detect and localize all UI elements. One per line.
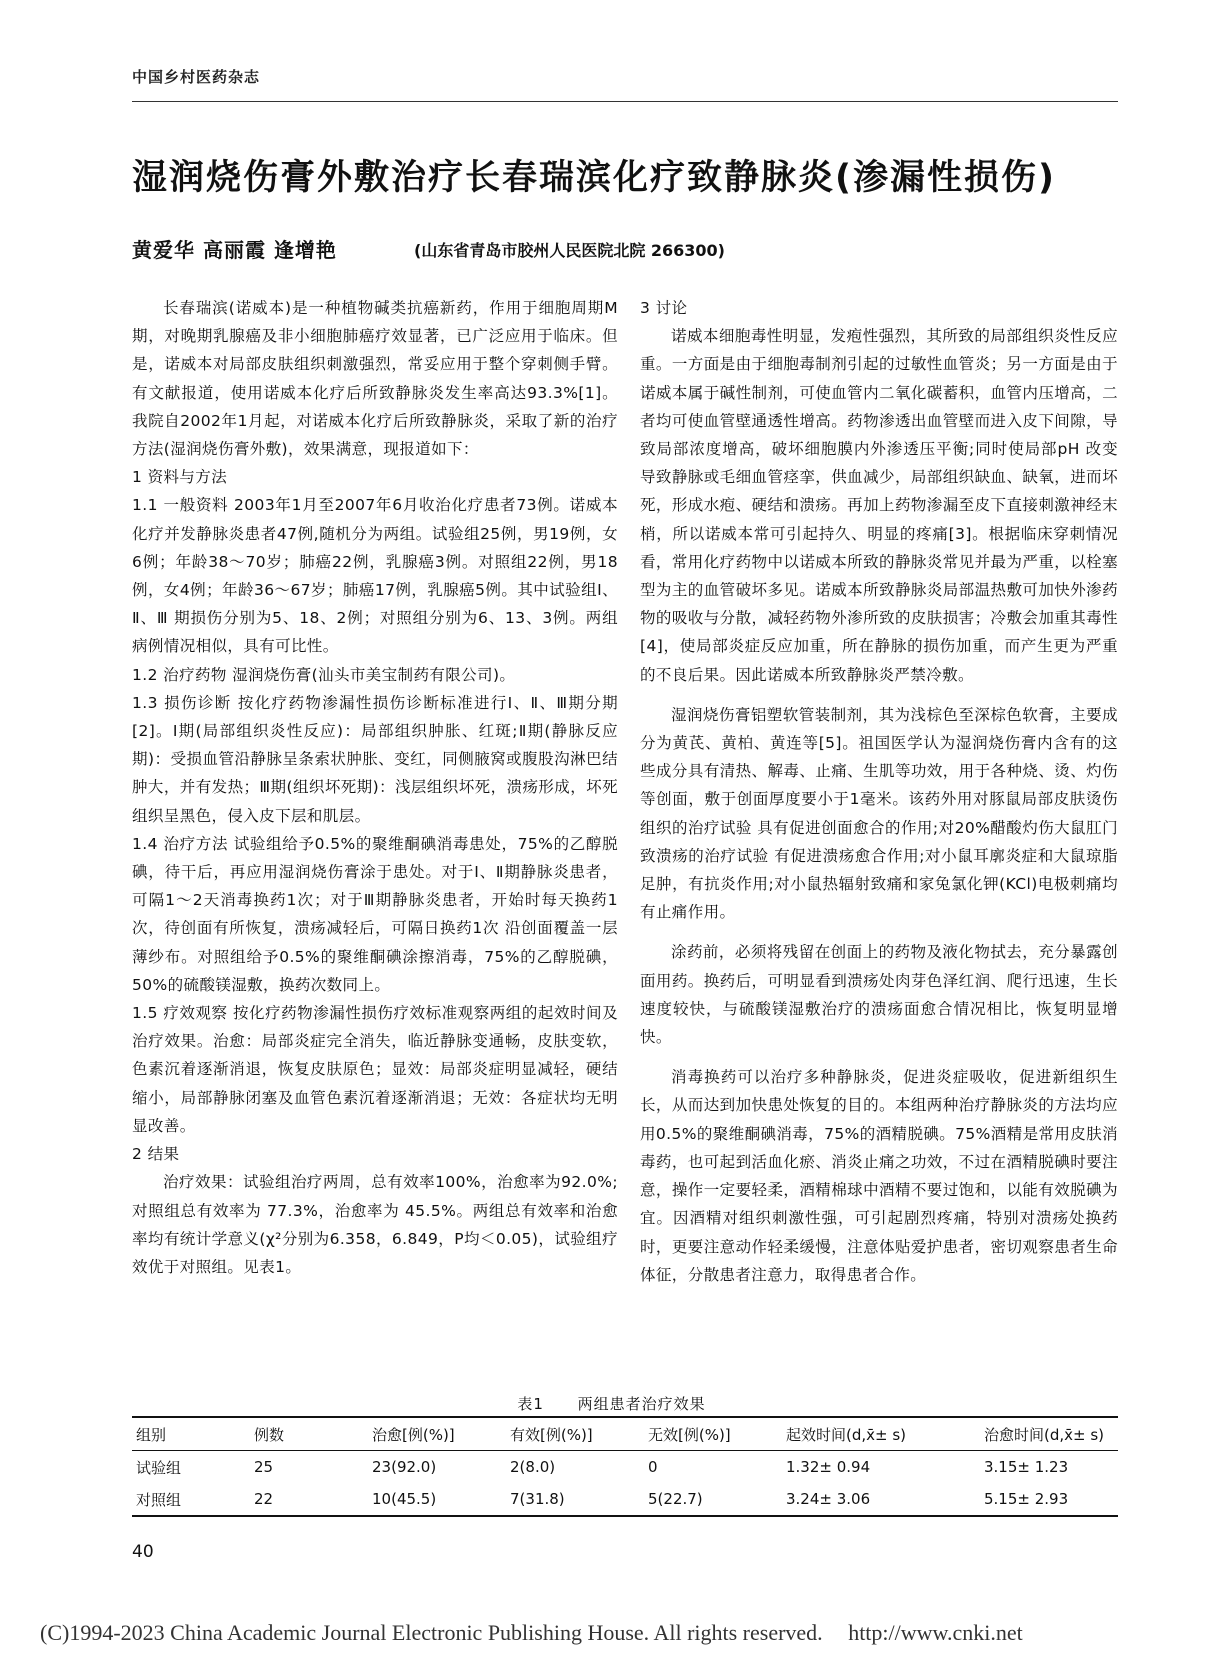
table-cell: 25: [254, 1458, 274, 1476]
article-title: 湿润烧伤膏外敷治疗长春瑞滨化疗致静脉炎(渗漏性损伤): [132, 158, 1056, 198]
results-table: [132, 1416, 1118, 1517]
table-cell: 3.15± 1.23: [984, 1458, 1069, 1476]
table-header-cell: 有效[例(%)]: [510, 1425, 593, 1444]
footer-url: http://www.cnki.net: [848, 1620, 1023, 1645]
table-header-cell: 起效时间(d,x̄± s): [786, 1425, 907, 1444]
section-1-1: 1.1 一般资料 2003年1月至2007年6月收治化疗患者73例。诺威本化疗并发静脉炎患者47例,随机分为两组。试验组25例，男19例，女6例；年龄38～70岁；肺癌22例，乳腺癌3例。对照组22例，男18例，女4例；年龄36～67岁；肺癌17例，乳腺癌5例。其中试验组Ⅰ、Ⅱ、Ⅲ 期损伤分别为5、18、2例；对照组分别为6、13、3例。两组病例情况相似，具有可比性。: [132, 496, 618, 656]
table-title: 两组患者治疗效果: [577, 1395, 706, 1413]
table-cell: 试验组: [136, 1458, 182, 1477]
table-cell: 2(8.0): [510, 1458, 556, 1476]
table-header-cell: 组别: [136, 1425, 167, 1444]
table-header-cell: 治愈[例(%)]: [372, 1425, 455, 1444]
table-cell: 5(22.7): [648, 1490, 703, 1508]
header-rule: [132, 101, 1118, 102]
right-column: [640, 294, 1118, 1289]
section-1-2: 1.2 治疗药物 湿润烧伤膏(汕头市美宝制药有限公司)。: [132, 665, 516, 684]
discussion-paragraph-2: 湿润烧伤膏铝塑软管装制剂，其为浅棕色至深棕色软膏，主要成分为黄芪、黄柏、黄连等[5]。祖国医学认为湿润烧伤膏内含有的这些成分具有清热、解毒、止痛、生肌等功效，用于各种烧、烫、灼伤等创面，敷于创面厚度要小于1毫米。该药外用对豚鼠局部皮肤烫伤组织的治疗试验 具有促进创面愈合的作用;对20%醋酸灼伤大鼠肛门致溃疡的治疗试验 有促进溃疡愈合作用;对小鼠耳廓炎症和大鼠琼脂足肿，有抗炎作用;对小鼠热辐射致痛和家兔氯化钾(KCl)电极刺痛均有止痛作用。: [640, 705, 1118, 922]
section-2-heading: 2 结果: [132, 1145, 180, 1164]
table-cell: 5.15± 2.93: [984, 1490, 1069, 1508]
copyright-text: (C)1994-2023 China Academic Journal Electronic Publishing House. All rights reserved.: [40, 1620, 823, 1645]
discussion-paragraph-1: 诺威本细胞毒性明显，发疱性强烈，其所致的局部组织炎性反应重。一方面是由于细胞毒制剂引起的过敏性血管炎；另一方面是由于诺威本属于碱性制剂，可使血管内二氧化碳蓄积，血管内压增高，二者均可使血管壁通透性增高。药物渗透出血管壁而进入皮下间隙，导致局部浓度增高，破坏细胞膜内外渗透压平衡;同时使局部pH 改变导致静脉或毛细血管痉挛，供血减少，局部组织缺血、缺氧，进而坏死，形成水疱、硬结和溃疡。再加上药物渗漏至皮下直接刺激神经末梢，所以诺威本常可引起持久、明显的疼痛[3]。根据临床穿刺情况看，常用化疗药物中以诺威本所致的静脉炎常见并最为严重，以栓塞型为主的血管破坏多见。诺威本所致静脉炎局部温热敷可加快外渗药物的吸收与分散，减轻药物外渗所致的皮肤损害；冷敷会加重其毒性[4]，使局部炎症反应加重，所在静脉的损伤加重，而产生更为严重的不良后果。因此诺威本所致静脉炎严禁冷敷。: [640, 327, 1118, 684]
article-affiliation: (山东省青岛市胶州人民医院北院 266300): [414, 241, 725, 260]
table-cell: 1.32± 0.94: [786, 1458, 871, 1476]
table-cell: 3.24± 3.06: [786, 1490, 871, 1508]
table-header-cell: 治愈时间(d,x̄± s): [984, 1425, 1105, 1444]
table-label: 表1: [517, 1395, 544, 1413]
journal-name: 中国乡村医药杂志: [132, 68, 261, 86]
article-authors: 黄爱华 高丽霞 逢增艳: [132, 238, 337, 262]
table-header-cell: 例数: [254, 1425, 285, 1444]
left-column: [132, 294, 618, 1281]
section-2-body: 治疗效果：试验组治疗两周，总有效率100%，治愈率为92.0%;对照组总有效率为 77.3%，治愈率为 45.5%。两组总有效率和治愈率均有统计学意义(χ²分别为6.358，6.849，P均＜0.05)，试验组疗效优于对照组。见表1。: [132, 1173, 618, 1276]
section-1-3: 1.3 损伤诊断 按化疗药物渗漏性损伤诊断标准进行Ⅰ、Ⅱ、Ⅲ期分期[2]。Ⅰ期(局部组织炎性反应)：局部组织肿胀、红斑;Ⅱ期(静脉反应期)：受损血管沿静脉呈条索状肿胀、变红，同侧腋窝或腹股沟淋巴结肿大，并有发热；Ⅲ期(组织坏死期)：浅层组织坏死，溃疡形成，坏死组织呈黑色，侵入皮下层和肌层。: [132, 693, 618, 825]
table-cell: 22: [254, 1490, 274, 1508]
intro-paragraph: 长春瑞滨(诺威本)是一种植物碱类抗癌新药，作用于细胞周期M期，对晚期乳腺癌及非小细胞肺癌疗效显著，已广泛应用于临床。但是，诺威本对局部皮肤组织刺激强烈，常妥应用于整个穿刺侧手臂。有文献报道，使用诺威本化疗后所致静脉炎发生率高达93.3%[1]。我院自2002年1月起，对诺威本化疗后所致静脉炎，采取了新的治疗方法(湿润烧伤膏外敷)，效果满意，现报道如下：: [132, 299, 618, 459]
table-caption: [0, 1393, 1223, 1414]
table-cell: 0: [648, 1458, 658, 1476]
section-3-heading: 3 讨论: [640, 299, 688, 317]
page-number: 40: [132, 1542, 154, 1562]
table-header-row: [132, 1417, 1118, 1451]
section-1-5: 1.5 疗效观察 按化疗药物渗漏性损伤疗效标准观察两组的起效时间及治疗效果。治愈：局部炎症完全消失，临近静脉变通畅，皮肤变软，色素沉着逐渐消退，恢复皮肤原色；显效：局部炎症明显减轻，硬结缩小，局部静脉闭塞及血管色素沉着逐渐消退；无效：各症状均无明显改善。: [132, 1004, 618, 1135]
table-header-cell: 无效[例(%)]: [648, 1425, 731, 1444]
table-row: [132, 1451, 1118, 1484]
table-cell: 10(45.5): [372, 1490, 437, 1508]
table-cell: 7(31.8): [510, 1490, 565, 1508]
table-cell: 23(92.0): [372, 1458, 437, 1476]
section-1-heading: 1 资料与方法: [132, 468, 228, 487]
discussion-paragraph-3: 涂药前，必须将残留在创面上的药物及液化物拭去，充分暴露创面用药。换药后，可明显看到溃疡处肉芽色泽红润、爬行迅速，生长速度较快，与硫酸镁湿敷治疗的溃疡面愈合情况相比，恢复明显增快。: [640, 943, 1118, 1047]
table-row: [132, 1483, 1118, 1516]
discussion-paragraph-4: 消毒换药可以治疗多种静脉炎，促进炎症吸收，促进新组织生长，从而达到加快患处恢复的目的。本组两种治疗静脉炎的方法均应用0.5%的聚维酮碘消毒，75%的酒精脱碘。75%酒精是常用皮肤消毒药，也可起到活血化瘀、消炎止痛之功效，不过在酒精脱碘时要注意，操作一定要轻柔，酒精棉球中酒精不要过饱和，以能有效脱碘为宜。因酒精对组织刺激性强，可引起剧烈疼痛，特别对溃疡处换药时，更要注意动作轻柔缓慢，注意体贴爱护患者，密切观察患者生命体征，分散患者注意力，取得患者合作。: [640, 1068, 1118, 1284]
table-cell: 对照组: [136, 1490, 182, 1509]
section-1-4: 1.4 治疗方法 试验组给予0.5%的聚维酮碘消毒患处，75%的乙醇脱碘，待干后，再应用湿润烧伤膏涂于患处。对于Ⅰ、Ⅱ期静脉炎患者，可隔1～2天消毒换药1次；对于Ⅲ期静脉炎患者，开始时每天换药1次，待创面有所恢复，溃疡减轻后，可隔日换药1次 沿创面覆盖一层薄纱布。对照组给予0.5%的聚维酮碘涂擦消毒，75%的乙醇脱碘，50%的硫酸镁湿敷，换药次数同上。: [132, 834, 618, 994]
copyright-footer: [40, 1620, 1023, 1646]
